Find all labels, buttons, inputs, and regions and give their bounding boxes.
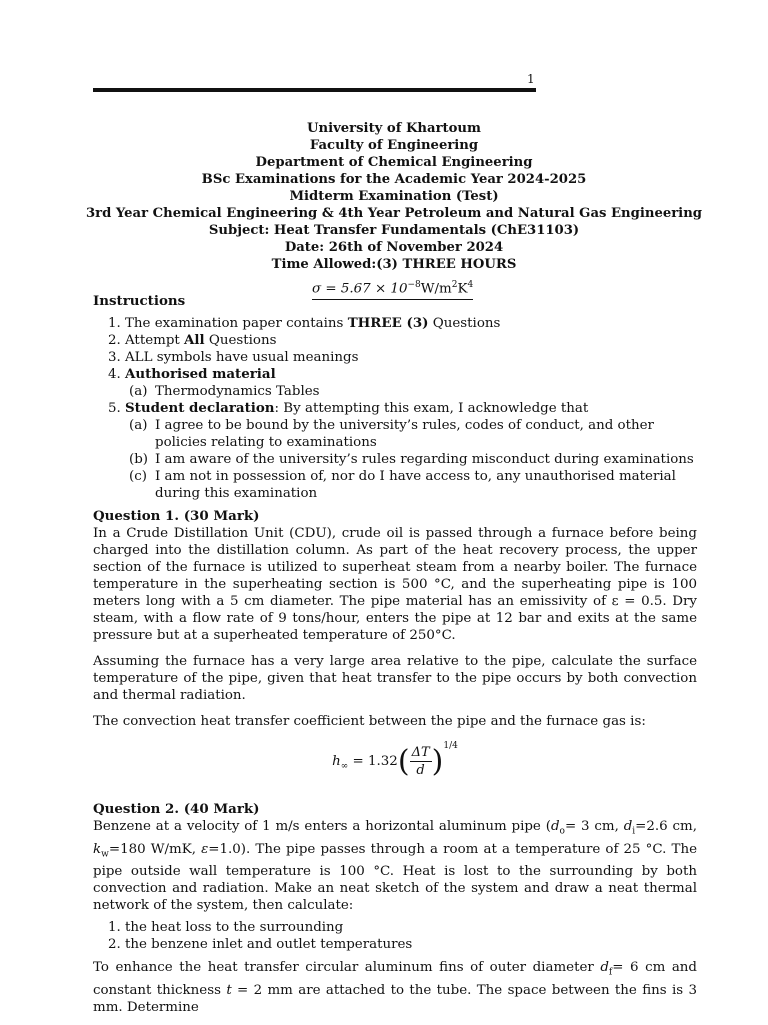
sub-item: (c) I am not in possession of, nor do I have access to, any unauthorised material during this examination (129, 469, 676, 501)
header-faculty: Faculty of Engineering (309, 138, 479, 153)
header-university: University of Khartoum (307, 121, 481, 136)
instruction-item: 4. Authorised material (a) Thermodynamics Tables (125, 366, 697, 400)
exam-body (93, 293, 697, 1025)
header-exam-year: BSc Examinations for the Academic Year 2024-2025 (201, 172, 587, 187)
instruction-item: 2. Attempt All Questions (125, 332, 697, 349)
header-exam-type: Midterm Examination (Test) (289, 189, 499, 204)
convection-coefficient-equation: $h_\infty = 1.32$( $\frac{\Delta T}{d}$ )$^{1/4}$ (332, 741, 458, 779)
question-2-tasks (93, 919, 697, 953)
declaration-list (125, 417, 697, 502)
instruction-item: 3. ALL symbols have usual meanings (125, 349, 697, 366)
question-2-title: Question 2. (40 Mark) (93, 801, 260, 817)
instruction-item: 1. The examination paper contains THREE (3) Questions (125, 315, 697, 332)
task-item: 2. the benzene inlet and outlet temperatures (125, 936, 697, 953)
task-item: 1. the heat loss to the surrounding (125, 919, 697, 936)
header-department: Department of Chemical Engineering (255, 155, 533, 170)
authorised-material-list (125, 383, 697, 400)
sub-item: (a) I agree to be bound by the university’s rules, codes of conduct, and other policies relating to examinations (129, 418, 654, 450)
question-1-paragraph: Assuming the furnace has a very large area relative to the pipe, calculate the surface temperature of the pipe, given that heat transfer to the pipe occurs by both convection and thermal radiation. (93, 654, 697, 703)
header-time: Time Allowed:(3) THREE HOURS (271, 257, 517, 272)
stefan-boltzmann-constant: $\sigma = 5.67 \times 10^{-8}W/m^2K^4$ (312, 280, 473, 300)
header-years: 3rd Year Chemical Engineering & 4th Year Petroleum and Natural Gas Engineering (85, 206, 703, 221)
exam-header (0, 120, 768, 273)
instruction-item: 5. Student declaration: By attempting this exam, I acknowledge that (a) I agree to be bound by the university’s rules, codes of conduct, and other policies relating to examinations (b) I am aware of the university’s rules regarding misconduct during examinations (c) I am not in possession of, nor do I have access to, any unauthorised material during this examination (125, 400, 697, 502)
question-2-paragraph: Benzene at a velocity of 1 m/s enters a horizontal aluminum pipe ($d_o= 3$ cm, $d_i=2.6$ cm, $k_w=180$ W/mK, ε=1.0). The pipe passes through a room at a temperature of 25 °C. The pipe outside wall temperature is 100 °C. Heat is lost to the surrounding by both convection and radiation. Make an neat sketch of the system and draw a neat thermal network of the system, then calculate: (93, 819, 697, 914)
instructions-title: Instructions (93, 293, 186, 309)
header-date: Date: 26th of November 2024 (284, 240, 504, 255)
sub-item: (b) I am aware of the university’s rules regarding misconduct during examinations (129, 452, 694, 467)
question-1-paragraph: In a Crude Distillation Unit (CDU), crude oil is passed through a furnace before being charged into the distillation column. As part of the heat recovery process, the upper section of the furnace is utilized to superheat steam from a nearby boiler. The furnace temperature in the superheating section is 500 °C, and the superheating pipe is 100 meters long with a 5 cm diameter. The pipe material has an emissivity of ε = 0.5. Dry steam, with a flow rate of 9 tons/hour, enters the pipe at 12 bar and exits at the same pressure but at a superheated temperature of 250°C. (93, 526, 697, 643)
question-2-paragraph: To enhance the heat transfer circular aluminum fins of outer diameter $d_f= 6$ cm and constant thickness t = 2 mm are attached to the tube. The space between the fins is 3 mm. Determine (93, 960, 697, 1016)
question-1-title: Question 1. (30 Mark) (93, 508, 260, 524)
instructions-list (93, 315, 697, 502)
header-rule (93, 88, 536, 92)
question-1-paragraph: The convection heat transfer coefficient between the pipe and the furnace gas is: (93, 714, 646, 729)
sub-item: (a) Thermodynamics Tables (129, 384, 320, 399)
page-number: 1 (527, 72, 535, 86)
header-subject: Subject: Heat Transfer Fundamentals (ChE31103) (208, 223, 580, 238)
